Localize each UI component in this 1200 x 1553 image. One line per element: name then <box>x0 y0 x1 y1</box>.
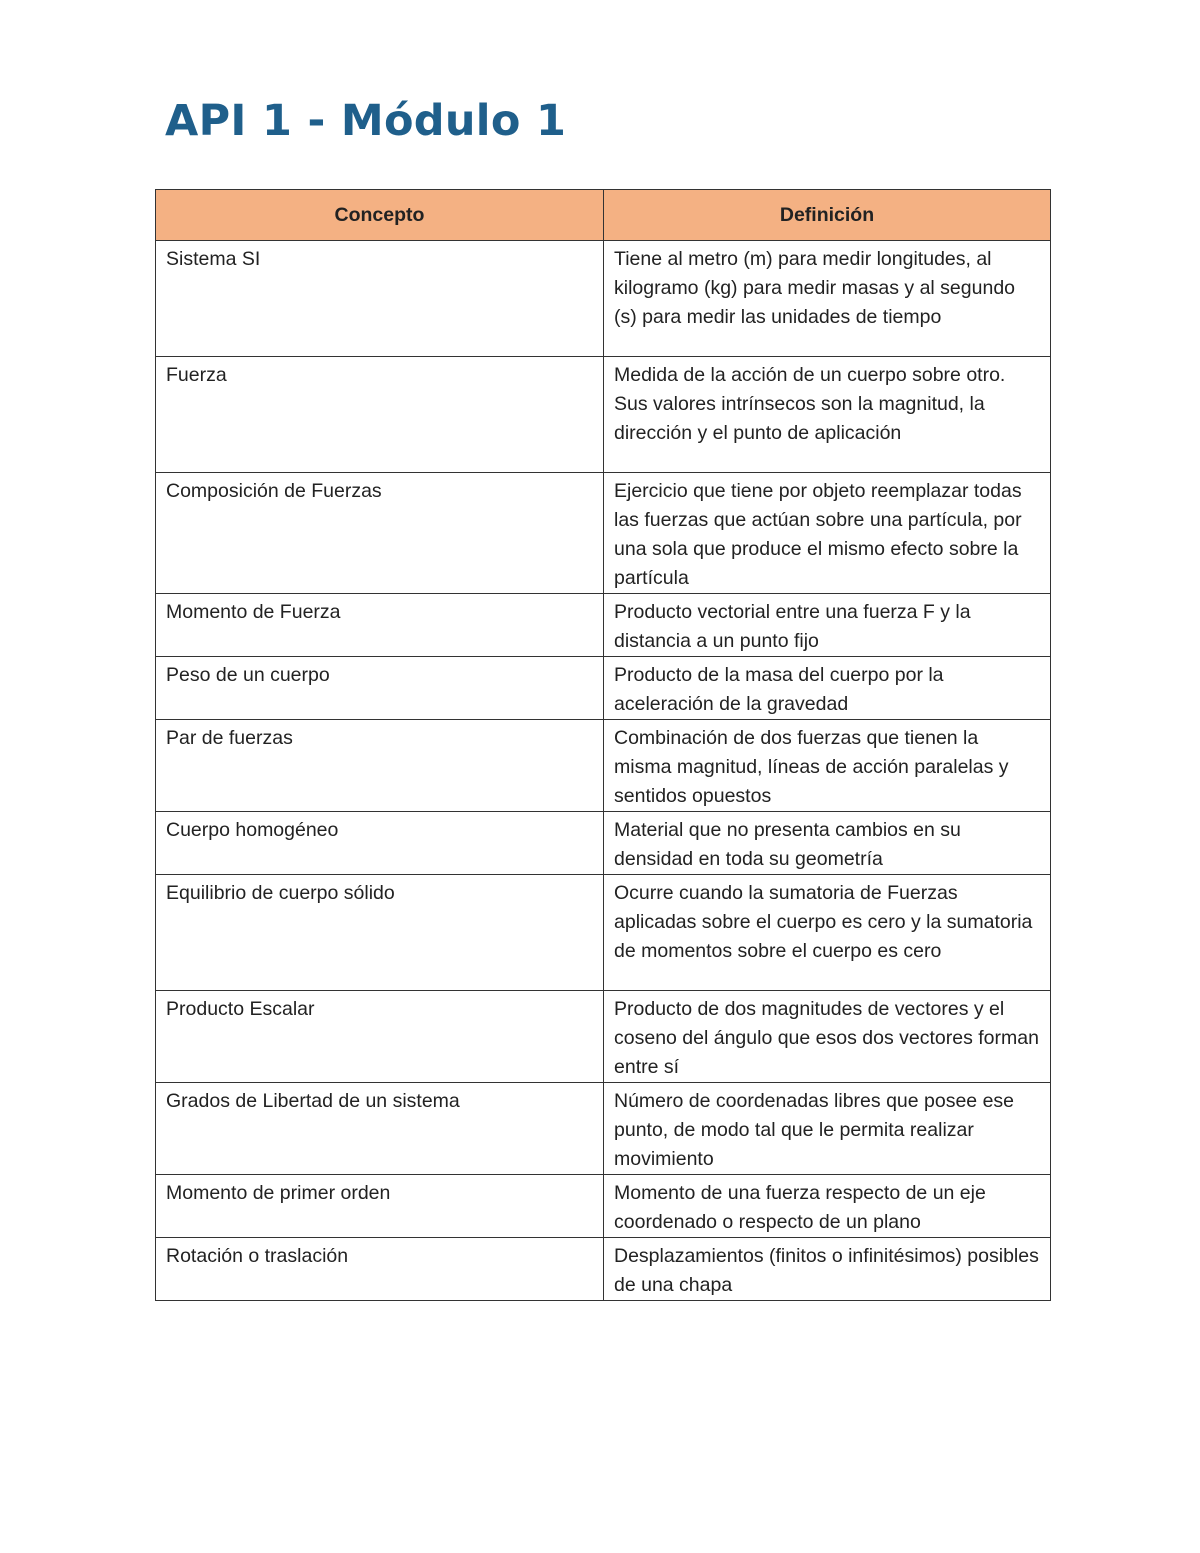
definicion-cell: Momento de una fuerza respecto de un eje coordenado o respecto de un plano <box>604 1175 1051 1238</box>
table-row <box>156 241 1051 357</box>
concepto-cell: Equilibrio de cuerpo sólido <box>156 875 604 991</box>
concepto-cell: Peso de un cuerpo <box>156 657 604 720</box>
page-title: API 1 - Módulo 1 <box>165 96 567 146</box>
definicion-cell: Desplazamientos (finitos o infinitésimos) posibles de una chapa <box>604 1238 1051 1301</box>
table-row <box>156 812 1051 875</box>
definicion-cell: Material que no presenta cambios en su densidad en toda su geometría <box>604 812 1051 875</box>
table-row <box>156 720 1051 812</box>
definicion-cell: Producto vectorial entre una fuerza F y la distancia a un punto fijo <box>604 594 1051 657</box>
definicion-cell: Combinación de dos fuerzas que tienen la misma magnitud, líneas de acción paralelas y sentidos opuestos <box>604 720 1051 812</box>
concepto-cell: Producto Escalar <box>156 991 604 1083</box>
definicion-cell: Producto de dos magnitudes de vectores y el coseno del ángulo que esos dos vectores forman entre sí <box>604 991 1051 1083</box>
concept-table <box>155 189 1051 1301</box>
table-row <box>156 594 1051 657</box>
table-body <box>156 241 1051 1301</box>
definicion-cell: Número de coordenadas libres que posee ese punto, de modo tal que le permita realizar movimiento <box>604 1083 1051 1175</box>
concepto-cell: Sistema SI <box>156 241 604 357</box>
definicion-cell: Tiene al metro (m) para medir longitudes, al kilogramo (kg) para medir masas y al segundo (s) para medir las unidades de tiempo <box>604 241 1051 357</box>
table-header <box>156 190 1051 241</box>
definicion-cell: Ocurre cuando la sumatoria de Fuerzas aplicadas sobre el cuerpo es cero y la sumatoria de momentos sobre el cuerpo es cero <box>604 875 1051 991</box>
concepto-cell: Momento de primer orden <box>156 1175 604 1238</box>
definicion-cell: Medida de la acción de un cuerpo sobre otro. Sus valores intrínsecos son la magnitud, la dirección y el punto de aplicación <box>604 357 1051 473</box>
table-row <box>156 357 1051 473</box>
table-row <box>156 991 1051 1083</box>
concepto-cell: Momento de Fuerza <box>156 594 604 657</box>
header-definicion: Definición <box>604 190 1051 241</box>
definicion-cell: Producto de la masa del cuerpo por la aceleración de la gravedad <box>604 657 1051 720</box>
concepto-cell: Par de fuerzas <box>156 720 604 812</box>
concepto-cell: Cuerpo homogéneo <box>156 812 604 875</box>
table-row <box>156 1238 1051 1301</box>
table-row <box>156 1175 1051 1238</box>
concepto-cell: Fuerza <box>156 357 604 473</box>
concepto-cell: Composición de Fuerzas <box>156 473 604 594</box>
header-row <box>156 190 1051 241</box>
table-row <box>156 473 1051 594</box>
concepto-cell: Grados de Libertad de un sistema <box>156 1083 604 1175</box>
table-row <box>156 875 1051 991</box>
header-concepto: Concepto <box>156 190 604 241</box>
table-row <box>156 1083 1051 1175</box>
definicion-cell: Ejercicio que tiene por objeto reemplazar todas las fuerzas que actúan sobre una partícula, por una sola que produce el mismo efecto sobre la partícula <box>604 473 1051 594</box>
table-row <box>156 657 1051 720</box>
concepto-cell: Rotación o traslación <box>156 1238 604 1301</box>
